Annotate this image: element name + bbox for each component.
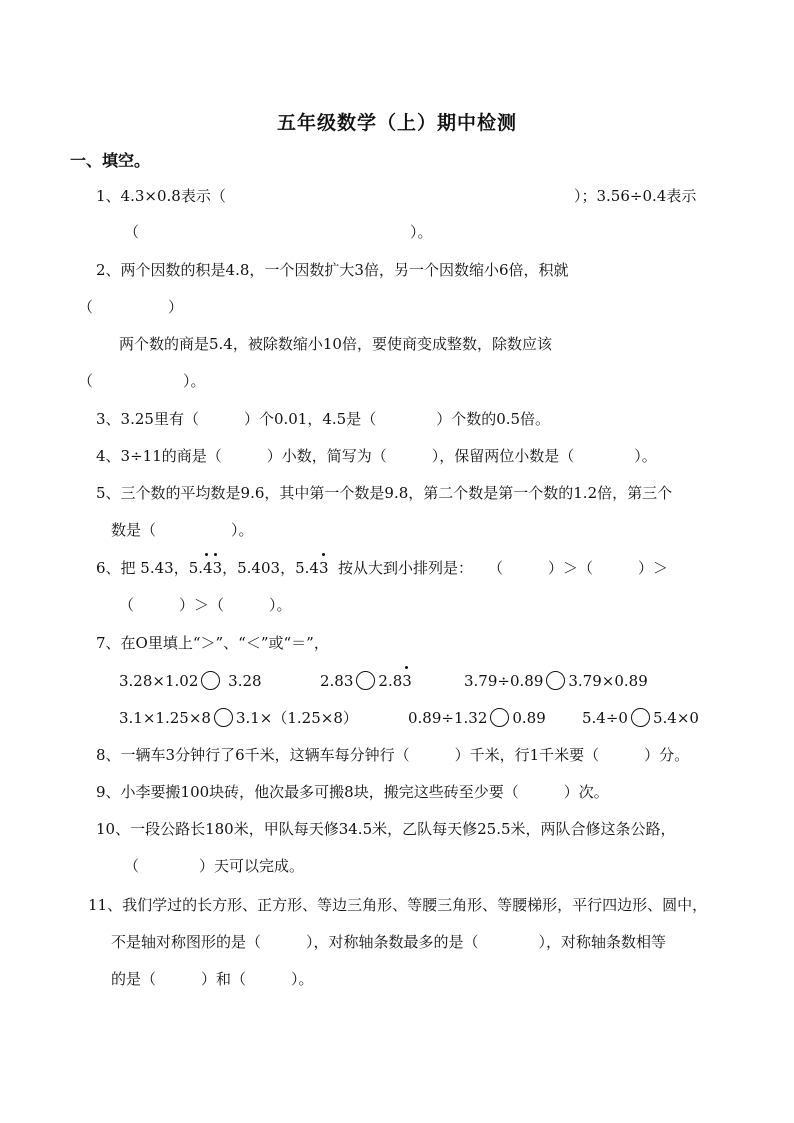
q11-line-c: 的是（ ）和（ ）。 [111,970,314,988]
page-title: 五年级数学（上）期中检测 [276,112,517,134]
q9-line: 9、小李要搬100块砖，他次最多可搬8块，搬完这些砖至少要（ ）次。 [96,783,609,801]
repeat-dot [214,553,217,556]
q7-r1-c3: 3.79÷0.89 3.79×0.89 [464,672,648,690]
q11-line-a: 11、我们学过的长方形、正方形、等边三角形、等腰三角形、等腰梯形，平行四边形、圆中， [88,896,708,914]
compare-circle[interactable] [546,671,565,690]
repeat-dot [205,553,208,556]
repeat-dot [405,666,408,669]
q10-line-a: 10、一段公路长180米，甲队每天修34.5米，乙队每天修25.5米，两队合修这条公路， [96,820,676,838]
q1-line-a: 1、4.3×0.8表示（ [96,187,226,205]
repeat-dot [322,553,325,556]
q7-instruction: 7、在O里填上“＞”、“＜”或“＝”， [96,634,329,652]
q6-number-repeating-43: 5.43 [189,559,222,577]
compare-circle[interactable] [356,671,375,690]
compare-circle[interactable] [214,708,233,727]
q5-line-b: 数是（ ）。 [111,521,254,539]
q1-line-d: ）。 [410,223,433,241]
q4-line: 4、3÷11的商是（ ）小数，简写为（ ），保留两位小数是（ ）。 [96,447,657,465]
q7-r1-c1: 3.28×1.02 3.28 [119,672,262,690]
q7-r2-c2: 0.89÷1.32 0.89 [408,709,546,727]
q1-line-c: （ [124,223,140,241]
compare-circle[interactable] [631,708,650,727]
section-heading-fill-in: 一、填空。 [70,151,151,170]
q6-line-b: （ ）＞（ ）。 [119,596,292,614]
q7-r1-c2: 2.83 2.83 [320,671,412,691]
q6-tail: 按从大到小排列是： （ ）＞（ ）＞ [338,559,669,577]
q1-line-b: ）；3.56÷0.4表示 [574,187,697,205]
q2-line-d: （ ）。 [78,372,206,390]
q8-line: 8、一辆车3分钟行了6千米，这辆车每分钟行（ ）千米，行1千米要（ ）分。 [96,746,690,764]
q2-line-a: 2、两个因数的积是4.8，一个因数扩大3倍，另一个因数缩小6倍，积就 [96,261,569,279]
q7-r2-c1: 3.1×1.25×8 3.1×（1.25×8） [119,709,358,727]
q10-line-b: （ ）天可以完成。 [124,857,305,875]
q5-line-a: 5、三个数的平均数是9.6，其中第一个数是9.8，第二个数是第一个数的1.2倍，第三个 [96,484,673,502]
q2-line-c: 两个数的商是5.4，被除数缩小10倍，要使商变成整数，除数应该 [119,335,552,353]
q6-number-repeating-3: 5.43 [295,559,328,577]
q6-prefix: 6、把 5.43， [96,559,189,577]
q6-sep: ，5.403， [222,559,296,577]
q6-line-a [96,558,668,578]
compare-circle[interactable] [490,708,509,727]
q3-line: 3、3.25里有（ ）个0.01，4.5是（ ）个数的0.5倍。 [96,410,551,428]
q2-line-b: （ ） [78,298,184,316]
q7-r2-c3: 5.4÷0 5.4×0 [582,709,699,727]
compare-circle[interactable] [201,671,220,690]
q11-line-b: 不是轴对称图形的是（ ），对称轴条数最多的是（ ），对称轴条数相等 [111,933,667,951]
